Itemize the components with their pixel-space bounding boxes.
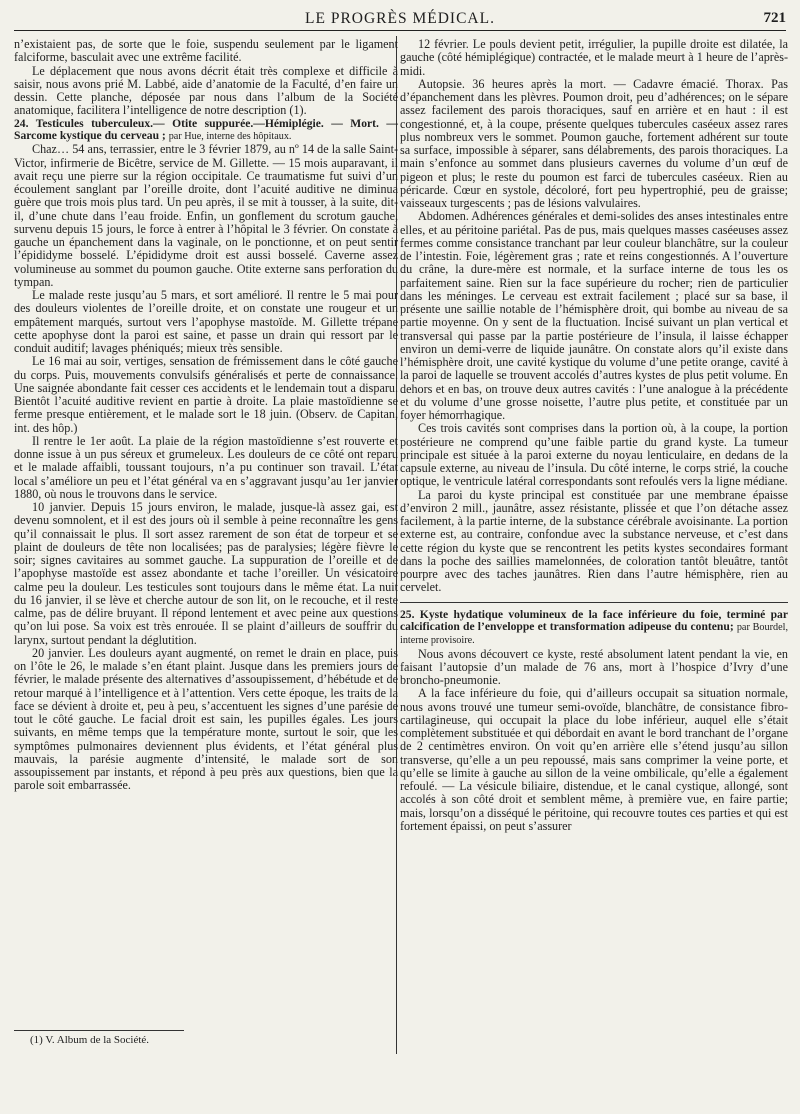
running-header xyxy=(14,6,786,31)
journal-title: LE PROGRÈS MÉDICAL. xyxy=(305,10,495,27)
paragraph: Le déplacement que nous avons décrit était très complexe et difficile à saisir, nous avons prié M. Labbé, aide d’anatomie de la Faculté, d’en faire un dessin. Cette planche, déposée par nous dans l’album de la Société anatomique, facilitera l’intelligence de notre description (1). xyxy=(14,63,398,118)
paragraph: Ces trois cavités sont comprises dans la portion où, à la coupe, la portion postérieure ne comprend qu’une faible partie du grand kyste. La tumeur principale est située à la paroi externe du noyau lenticulaire, en dedans de la capsule externe, au niveau de l’insula. Du côté interne, le corps strié, la couche optique, le ventricule latéral correspondants sont refoulés vers la ligne médiane. xyxy=(400,421,788,489)
section-title: 24. Testicules tuberculeux.— Otite suppurée.—Hémiplégie. — Mort. — Sarcome kystique du cerveau ; xyxy=(14,116,398,142)
paragraph: Autopsie. 36 heures après la mort. — Cadavre émacié. Thorax. Pas d’épanchement dans les plèvres. Poumon droit, peu d’adhérences; on le sépare assez facilement des parois thoraciques, sauf en arrière et en haut : il est congestionné, et, à la coupe, présente quelques tubercules caséeux assez rares plus nombreux vers le sommet. Poumon gauche, fortement adhérent sur toute sa surface, impossible à séparer, sans délabrements, des parois thoraciques. La main s’enfonce au sommet dans plusieurs cavernes du volume d’un œuf de pigeon et plus; le reste du poumon est farci de tubercules caséeux. Rien au péricarde. Cœur en systole, décoloré, fort peu hypertrophié, peu de graisse; vaisseaux turgescents ; pas de lésions valvulaires. xyxy=(400,76,788,210)
paragraph: La paroi du kyste principal est constituée par une membrane épaisse d’environ 2 mill., jaunâtre, assez résistante, plissée et que l’on détache assez facilement, à la partie interne, de la substance cérébrale avoisinante. La portion externe est, au contraire, confondue avec la substance nerveuse, et c’est dans cette région du kyste que se rencontrent les petits kystes secondaires formant dans la poche des saillies mamelonnées, de coloration tantôt bleuâtre, tantôt pourpre avec des taches jaunâtres. Rien dans l’autre hémisphère, rien au cervelet. xyxy=(400,487,788,595)
paragraph: Abdomen. Adhérences générales et demi-solides des anses intestinales entre elles, et au péritoine pariétal. Pas de pus, mais quelques masses caséeuses assez fermes comme consistance tranchant par leur couleur blanchâtre, sur la couleur de l’intestin. Foie, légèrement gras ; rate et reins congestionnés. A l’ouverture du crâne, la dure-mère est normale, et la surface interne de tous les os parfaitement saine. Rien sur la face supérieure du rocher; rien de particulier dans les méninges. Le cerveau est extrait facilement ; placé sur sa base, il présente une saillie notable de l’hémisphère droit, qui bombe au niveau de sa partie moyenne. On y sent de la fluctuation. Incisé suivant un plan vertical et transversal qui passe par la partie postérieure de l’insula, il laisse échapper environ un demi-verre de liquide jaunâtre. On constate alors qu’il existe dans l’hémisphère droit, une cavité kystique du volume d’une petite orange, cavité à la paroi de laquelle se trouvent accolés d’autres kystes de plus petit volume. En dehors et en bas, on trouve deux autres cavités : l’une analogue à la précédente et du volume d’une grosse noisette, l’autre plus petite, et constituée par un foyer hémorrhagique. xyxy=(400,209,788,422)
right-column xyxy=(400,38,788,833)
paragraph: 12 février. Le pouls devient petit, irrégulier, la pupille droite est dilatée, la gauche (côté hémiplégique) contractée, et le malade meurt à 1 heure de l’après-midi. xyxy=(400,37,788,78)
section-separator xyxy=(400,602,788,603)
section-author: par Hue, interne des hôpitaux. xyxy=(168,130,292,142)
page-number: 721 xyxy=(763,10,786,26)
left-column xyxy=(14,38,398,793)
paragraph: Le malade reste jusqu’au 5 mars, et sort amélioré. Il rentre le 5 mai pour des douleurs violentes de l’oreille droite, et on constate une rougeur et un empâtement marqués, surtout vers l’apophyse mastoïde. M. Gillette trépane cette apophyse dont la paroi est saine, et passe un drain qui ressort par le conduit auditif; lavages phéniqués; mieux très sensible. xyxy=(14,288,398,356)
paragraph: Le 16 mai au soir, vertiges, sensation de frémissement dans le côté gauche du corps. Puis, mouvements convulsifs généralisés et perte de connaissance. Une saignée abondante fait cesser ces accidents et le lendemain tout a disparu. Bientôt l’acuité auditive revient en partie à droite. La plaie mastoïdienne se ferme presque entièrement, et le malade sort le 18 juin. (Observ. de Capitan, int. des hôp.) xyxy=(14,354,398,435)
paragraph: n’existaient pas, de sorte que le foie, suspendu seulement par le ligament falciforme, basculait avec une extrême facilité. xyxy=(14,37,398,65)
section-heading-24 xyxy=(14,118,398,144)
paragraph: Nous avons découvert ce kyste, resté absolument latent pendant la vie, en faisant l’autopsie d’un malade de 76 ans, mort à l’hospice d’Ivry d’une broncho-pneumonie. xyxy=(400,646,788,688)
section-title: 25. Kyste hydatique volumineux de la face inférieure du foie, terminé par calcification de l’enveloppe et transformation adipeuse du contenu; xyxy=(400,607,788,633)
paragraph: 10 janvier. Depuis 15 jours environ, le malade, jusque-là assez gai, est devenu somnolent, et il est des jours où il semble à peine reconnaître les gens qu’il connaissait le plus. Il sort assez rarement de son état de torpeur et se plaint de douleurs de tête non localisées; pas de paralysies; légère fièvre le soir; signes cavitaires au sommet gauche. La suppuration de l’oreille et de l’apophyse mastoïde est assez abondante et tache l’oreiller. Un vésicatoire calme peu la douleur. Les testicules sont toujours dans le même état. La nuit du 16 janvier, il se lève et cherche autour de son lit, on le recouche, et il reste calme, pas de délire bruyant. Il répond lentement et avec peine aux questions qu’on lui pose. Sa voix est très enrouée. Il se plaint d’ailleurs de souffrir du larynx, surtout pendant la déglutition. xyxy=(14,500,398,647)
paragraph: 20 janvier. Les douleurs ayant augmenté, on remet le drain en place, puis on l’ôte le 26, le malade s’en étant plaint. Jusque dans les premiers jours de février, le malade présente des alternatives d’assoupissement, d’hébétude et de retour marqué à l’intelligence et à l’attention. Vers cette époque, les traits de la face se dévient à droite et, peu à peu, s’accentuent les signes d’une parésie de tout le côté gauche. Le facial droit est sain, les pupilles égales. Les jours suivants, en même temps que la température monte, surtout le soir, que les symptômes pulmonaires deviennent plus évidents, et l’état général plus mauvais, la parésie augmente d’intensité, le malade sort de son assoupissement par instants, et répond à peu près aux questions, bien que la parole soit embarrassée. xyxy=(14,645,398,793)
footnote-rule xyxy=(14,1030,184,1031)
paragraph: Chaz… 54 ans, terrassier, entre le 3 février 1879, au nº 14 de la salle Saint-Victor, infirmerie de Bicêtre, service de M. Gillette. — 15 mois auparavant, il avait reçu une pierre sur la région occipitale. Ce traumatisme fut suivi d’un écoulement sanglant par l’oreille droite, dont l’acuité auditive ne diminua guère que trois mois plus tard. Un peu après, il se mit à tousser, à la suite, dit-il, d’une chute dans l’eau froide. Enfin, un gonflement du scrotum gauche, survenu depuis 15 jours, le force à entrer à l’hôpital le 3 février. On constate à gauche un épanchement dans la vaginale, on le ponctionne, et on peut sentir l’épididyme bosselé. L’épididyme droit est aussi bosselé. Caverne assez volumineuse au sommet du poumon gauche. Otite externe sans perforation du tympan. xyxy=(14,142,398,289)
paragraph: Il rentre le 1er août. La plaie de la région mastoïdienne s’est rouverte et donne issue à un pus séreux et grumeleux. Les douleurs de ce côté ont reparu et le malade affaibli, toussant toujours, n’a pu continuer son travail. L’état local s’améliore un peu et l’état général va en s’aggravant jusqu’au 1er janvier 1880, où nous le trouvons dans le service. xyxy=(14,433,398,501)
paragraph: A la face inférieure du foie, qui d’ailleurs occupait sa situation normale, nous avons trouvé une tumeur semi-ovoïde, blanchâtre, de consistance fibro-cartilagineuse, qui occupait la place du lobe inférieur, auquel elle s’était complètement substituée et qui débordait en avant le bord tranchant de l’organe de 2 centimètres environ. On voit qu’en arrière elle s’étend jusqu’au sillon transverse, qu’elle a un peu repoussé, mais sans comprimer la veine porte, et qu’elle se limite à gauche au sillon de la veine ombilicale, qu’elle a également refoulé. — La vésicule biliaire, distendue, et le canal cystique, allongé, sont accolés à son côté droit et semblent même, à première vue, en faire partie; mais, lorsqu’on a disséqué le péritoine, qui recouvre toutes ces parties et qui est fortement épaissi, on peut s’assurer xyxy=(400,686,788,833)
section-author: par Bourdel, interne provisoire. xyxy=(400,621,788,647)
section-heading-25 xyxy=(400,609,788,648)
footnote: (1) V. Album de la Société. xyxy=(30,1034,150,1046)
